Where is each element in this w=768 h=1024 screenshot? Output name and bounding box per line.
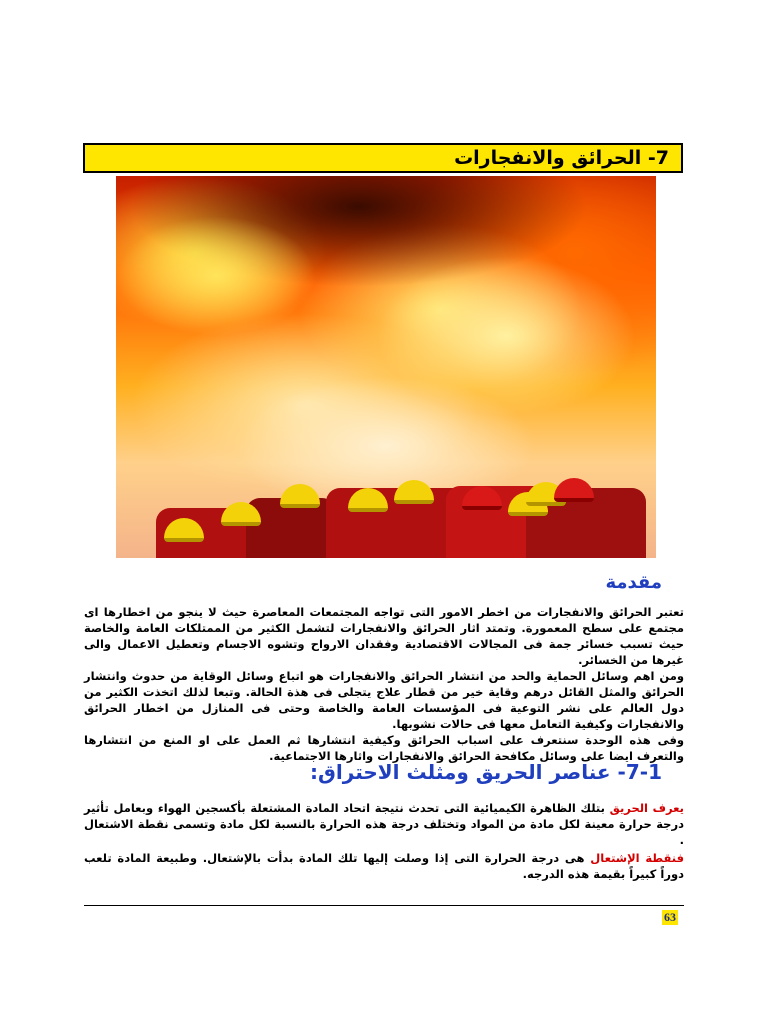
definition-text: بتلك الظاهرة الكيميائية التى تحدث نتيجة اتحاد المادة المشتعلة بأكسجين الهواء وبعامل تأثير درجة حرارة معينة لكل مادة من المواد وتختلف درجة هذه الحرارة بالنسبة لكل مادة وتسمى نقطة الاشتعال . <box>84 801 684 847</box>
intro-paragraph: ومن اهم وسائل الحماية والحد من انتشار الحرائق والانفجارات هو اتباع وسائل الوقاية من حدوث وانتشار الحرائق والمثل القائل درهم وقاية خير من قطار علاج يتجلى فى هذة الحالة. وتبعا لذلك اتخذت الكثير من دول العالم على نشر التوعية فى المؤسسات العامة والخاصة وحتى فى المنازل من اخطار الحرائق والانفجارات وكيفية التعامل معها فى حالات نشوبها. <box>84 669 684 731</box>
intro-text <box>84 604 684 764</box>
footer-divider <box>84 905 684 906</box>
section-heading: 7-1- عناصر الحريق ومثلث الاحتراق: <box>310 760 662 784</box>
definition-term: فنقطة الإشتعال <box>590 851 685 865</box>
intro-heading: مقدمة <box>605 572 662 593</box>
firefighters-photo <box>116 176 656 558</box>
definition-fire <box>84 800 684 848</box>
definition-text: هى درجة الحرارة التى إذا وصلت إليها تلك المادة بدأت بالإشتعال. وطبيعة المادة تلعب دوراً كبيراً بقيمة هذه الدرجه. <box>84 851 684 881</box>
intro-paragraph: وفى هذه الوحدة سنتعرف على اسباب الحرائق وكيفية انتشارها ثم العمل على او المنع من انتشارها والتعرف ايضا على وسائل مكافحة الحرائق والانفجارات واثارها الاجتماعية. <box>84 733 684 763</box>
chapter-title-box <box>83 143 683 173</box>
page-number: 63 <box>664 910 676 924</box>
definition-term: يعرف الحريق <box>609 801 684 815</box>
intro-paragraph: تعتبر الحرائق والانفجارات من اخطر الامور التى تواجه المجتمعات المعاصرة حيث لا ينجو من اخطارها اى مجتمع على سطح المعمورة. وتمتد اثار الحرائق والانفجارات لتشمل الكثير من الممتلكات العامة والخاصة حيث تسبب خسائر جمة فى المجالات الاقتصادية وفقدان الارواح وتشوه الاجسام وتعطيل الاعمال والى غيرها من الخسائر. <box>84 605 684 667</box>
chapter-title: 7- الحرائق والانفجارات <box>454 147 669 169</box>
definition-ignition-point <box>84 850 684 882</box>
